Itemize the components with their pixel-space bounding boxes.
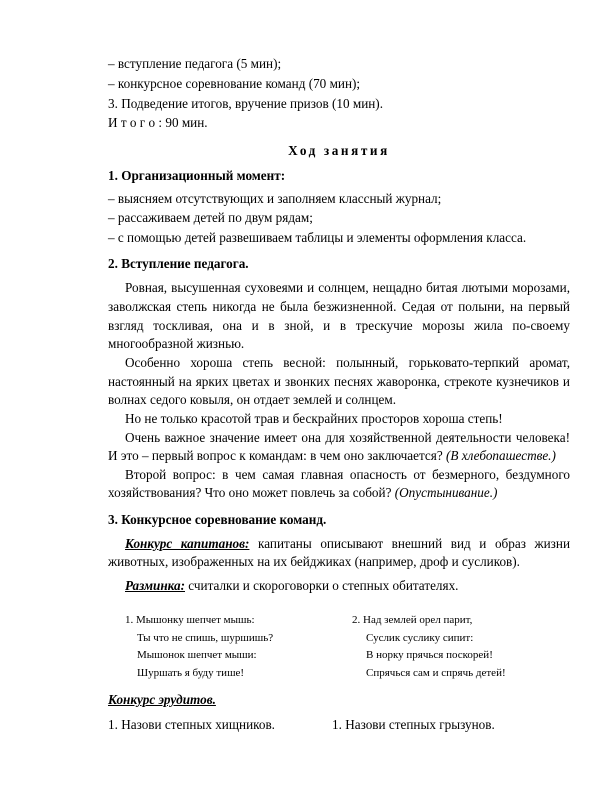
paragraph-line: Второй вопрос: в чем самая главная опасность от безмерного, бездумного xyxy=(125,467,570,482)
section-title: Ход занятия xyxy=(288,143,390,158)
answer-text: (В хлебопашестве.) xyxy=(446,448,556,463)
plan-total xyxy=(108,115,570,131)
paragraph-line: Ровная, высушенная суховеями и солнцем, нещадно битая лютыми морозами, xyxy=(125,280,570,295)
erudite-label: Конкурс эрудитов. xyxy=(108,692,216,707)
question-text: И это – первый вопрос к командам: в чем оно заключается? xyxy=(108,448,446,463)
warmup-text: считалки и скороговорки о степных обитателях. xyxy=(185,578,459,593)
part1-item: – рассаживаем детей по двум рядам; xyxy=(108,210,313,225)
part2-heading: 2. Вступление педагога. xyxy=(108,256,249,271)
part1-item: – с помощью детей развешиваем таблицы и элементы оформления класса. xyxy=(108,230,527,245)
verse-line: 2. Над землей орел парит, xyxy=(352,614,473,626)
verse-line: Ты что не спишь, шуршишь? xyxy=(137,632,274,644)
part1-item: – выясняем отсутствующих и заполняем классный журнал; xyxy=(108,191,442,206)
warmup-label: Разминка: xyxy=(125,578,185,593)
task-item: 1. Назови степных грызунов. xyxy=(332,717,495,732)
paragraph-line: животных, изображенных на их бейджиках (например, дроф и сусликов). xyxy=(108,554,520,569)
paragraph-line: Но не только красотой трав и бескрайних просторов хороша степь! xyxy=(125,411,503,426)
paragraph-line: Очень важное значение имеет она для хозяйственной деятельности человека! xyxy=(125,430,570,445)
plan-item: – вступление педагога (5 мин); xyxy=(108,56,282,71)
paragraph-line: волнах седого ковыля, он отдает землей и солнцем. xyxy=(108,392,397,407)
question-text: хозяйствования? Что оно может повлечь за собой? xyxy=(108,485,395,500)
paragraph-line: многообразной жизнью. xyxy=(108,336,245,351)
plan-total-label: И т о г о : xyxy=(108,115,163,130)
captains-label: Конкурс капитанов: xyxy=(125,536,250,551)
paragraph-line xyxy=(108,485,570,501)
verse-line: В норку прячься поскорей! xyxy=(366,649,493,661)
verse-line: Спрячься сам и спрячь детей! xyxy=(366,667,506,679)
part1-heading: 1. Организационный момент: xyxy=(108,168,286,183)
paragraph-line: взгляд тоскливая, она и в зной, и в трескучие морозы жила по-своему xyxy=(108,318,570,333)
paragraph-line: настоянный на ярких цветах и звонких песнях жаворонка, стрекоте кузнечиков и xyxy=(108,374,570,389)
task-item: 1. Назови степных хищников. xyxy=(108,717,275,732)
part3-heading: 3. Конкурсное соревнование команд. xyxy=(108,512,327,527)
verse-line: 1. Мышонку шепчет мышь: xyxy=(125,614,255,626)
plan-total-value: 90 мин. xyxy=(162,115,208,130)
verse-line: Мышонок шепчет мыши: xyxy=(137,649,257,661)
captains-text: капитаны описывают внешний вид и образ жизни xyxy=(249,536,570,551)
answer-text: (Опустынивание.) xyxy=(394,485,498,500)
paragraph-line xyxy=(125,536,570,552)
paragraph-line xyxy=(108,448,570,464)
verse-line: Шуршать я буду тише! xyxy=(137,667,245,679)
paragraph-line: Особенно хороша степь весной: полынный, горьковато-терпкий аромат, xyxy=(125,355,570,370)
plan-item: 3. Подведение итогов, вручение призов (10 мин). xyxy=(108,96,383,111)
verse-line: Суслик суслику сипит: xyxy=(366,632,474,644)
plan-item: – конкурсное соревнование команд (70 мин); xyxy=(108,76,361,91)
paragraph-line xyxy=(125,578,570,594)
paragraph-line: заволжская степь никогда не была безжизненной. Седая от полыни, на первый xyxy=(108,299,570,314)
